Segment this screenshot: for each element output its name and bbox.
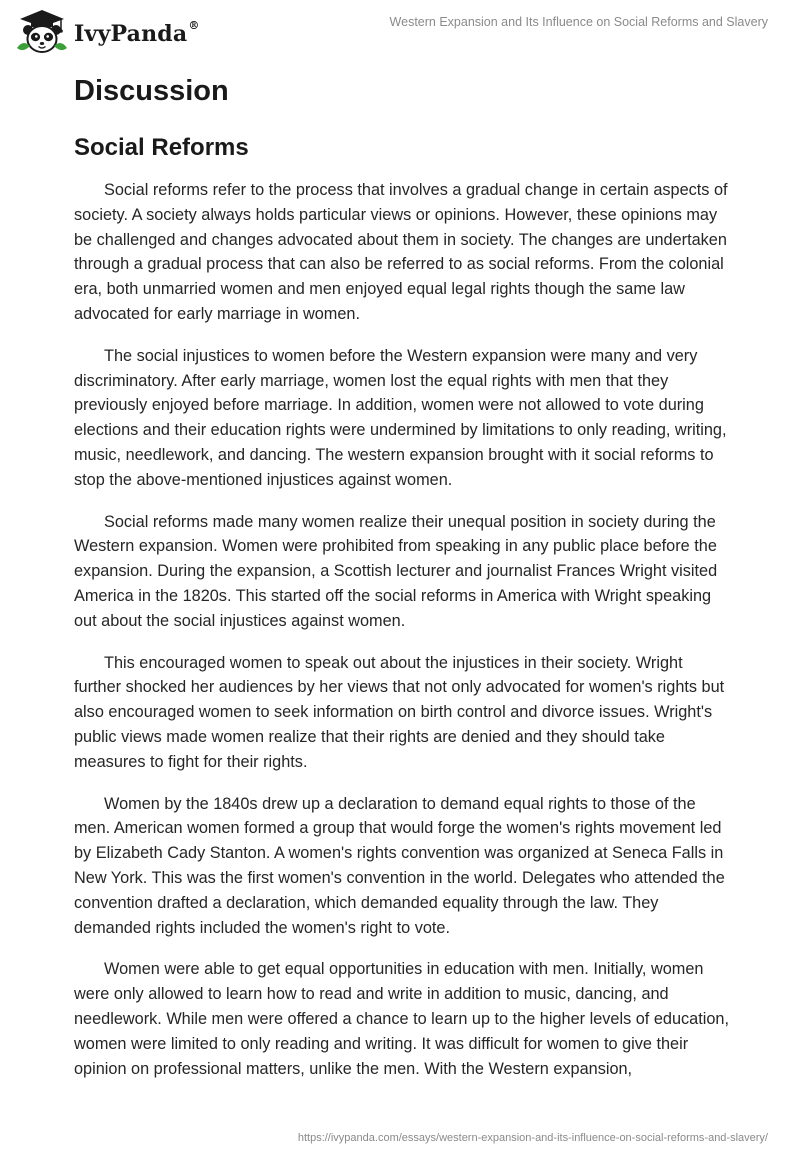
panda-graduate-icon: [14, 8, 70, 56]
paragraph-list: [74, 178, 734, 1081]
paragraph: Women by the 1840s drew up a declaration to demand equal rights to those of the men. American women formed a group that would forge the women's rights movement led by Elizabeth Cady Stanton. A women's rights convention was organized at Seneca Falls in New York. This was the first women's convention in the world. Delegates who attended the convention drafted a declaration, which demanded equality through the law. They demanded rights included the women's right to vote.: [74, 794, 725, 937]
paragraph: The social injustices to women before the Western expansion were many and very discriminatory. After early marriage, women lost the equal rights with men that they previously enjoyed before marriage. In addition, women were not allowed to vote during elections and their education rights were undermined by limitations to only reading, writing, music, needlework, and dancing. The western expansion brought with it social reforms to stop the above-mentioned injustices against women.: [74, 346, 727, 489]
source-url-link[interactable]: https://ivypanda.com/essays/western-expansion-and-its-influence-on-social-reforms-and-slavery/: [297, 1132, 768, 1144]
running-title: Western Expansion and Its Influence on Social Reforms and Slavery: [389, 15, 768, 29]
brand-name: IvyPanda®: [74, 19, 200, 47]
registered-mark: ®: [188, 19, 200, 32]
paragraph: Social reforms refer to the process that involves a gradual change in certain aspects of society. A society always holds particular views or opinions. However, these opinions may be challenged and changes advocated about them in society. The changes are undertaken through a gradual process that can also be referred to as social reforms. From the colonial era, both unmarried women and men enjoyed equal legal rights though the same law advocated for early marriage in women.: [74, 181, 728, 323]
brand-logo[interactable]: [14, 8, 200, 56]
page-header: [0, 0, 800, 60]
paragraph: This encouraged women to speak out about the injustices in their society. Wright further shocked her audiences by her views that not only advocated for women's rights but also encouraged women to seek information on birth control and divorce issues. Wright's public views made women realize that their rights are denied and they should take measures to fight for their rights.: [74, 653, 725, 771]
paragraph: Women were able to get equal opportunities in education with men. Initially, women were only allowed to learn how to read and write in addition to music, dancing, and needlework. While men were offered a chance to learn up to the higher levels of education, women were limited to only reading and writing. It was difficult for women to give their opinion on professional matters, unlike the men. With the Western expansion,: [74, 960, 729, 1078]
paragraph: Social reforms made many women realize their unequal position in society during the Western expansion. Women were prohibited from speaking in any public place before the expansion. During the expansion, a Scottish lecturer and journalist Frances Wright visited America in the 1820s. This started off the social reforms in America with Wright speaking out about the social injustices against women.: [74, 512, 718, 630]
section-title: Discussion: [74, 75, 229, 107]
article-body: [74, 72, 734, 1098]
subsection-title: Social Reforms: [74, 134, 249, 161]
